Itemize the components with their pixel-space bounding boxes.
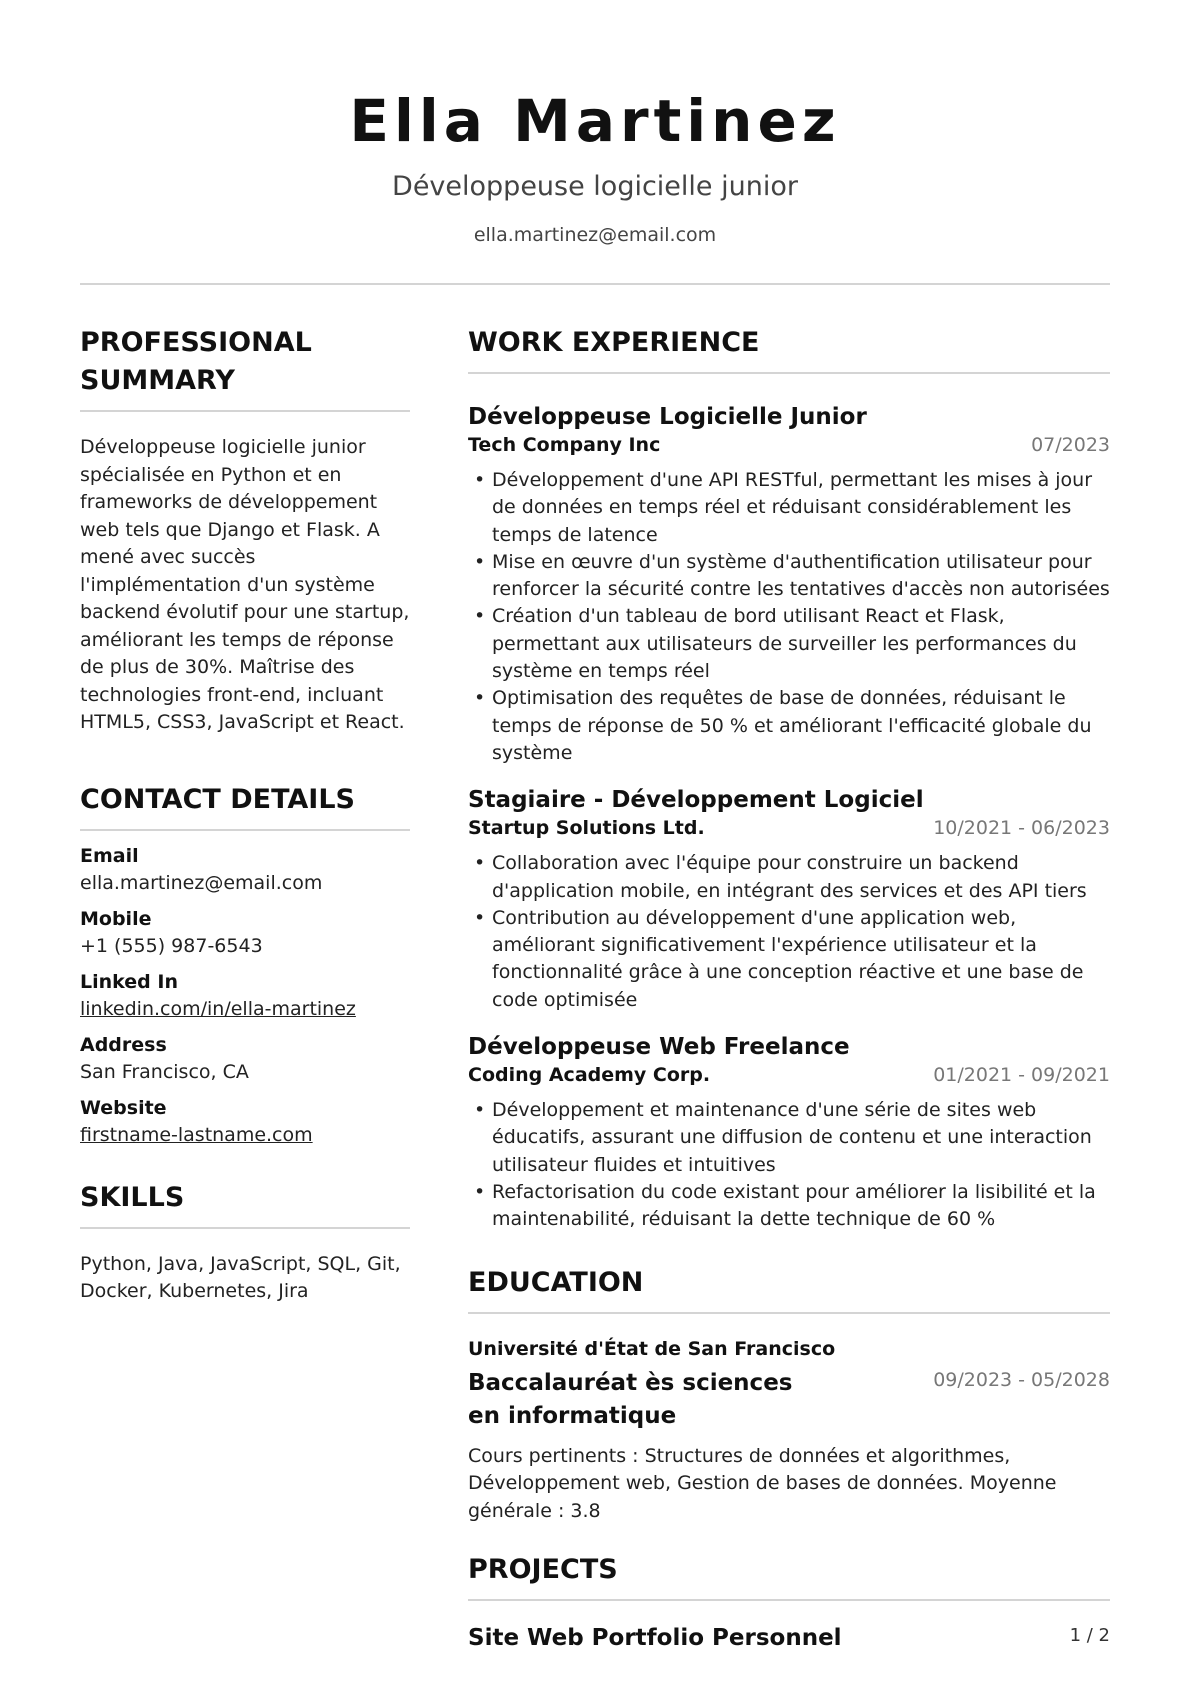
section-divider: [468, 1599, 1110, 1601]
section-divider: [80, 410, 410, 412]
job-entry: [468, 1032, 1110, 1233]
section-divider: [80, 1227, 410, 1229]
experience-heading: WORK EXPERIENCE: [468, 327, 760, 358]
education-description: Cours pertinents : Structures de données et algorithmes, Développement web, Gestion de bases de données. Moyenne générale : 3.8: [468, 1444, 1057, 1522]
education-dates: 09/2023 - 05/2028: [933, 1368, 1110, 1391]
education-section: [468, 1264, 1110, 1526]
project-title: Site Web Portfolio Personnel: [468, 1625, 842, 1652]
contact-label-mobile: Mobile: [80, 907, 152, 930]
job-dates: 01/2021 - 09/2021: [933, 1064, 1110, 1087]
contact-label-website: Website: [80, 1096, 167, 1119]
job-company: Tech Company Inc: [468, 434, 661, 456]
section-divider: [468, 372, 1110, 374]
linkedin-link[interactable]: linkedin.com/in/ella-martinez: [80, 997, 356, 1020]
job-meta: [468, 1062, 1110, 1089]
summary-text: Développeuse logicielle junior spécialisée en Python et en frameworks de développement web tels que Django et Flask. A mené avec succès l'implémentation d'un système backend évolutif pour une startup, améliorant les temps de réponse de plus de 30%. Maîtrise des technologies front-end, incluant HTML5, CSS3, JavaScript et React.: [80, 436, 410, 733]
job-bullets: [468, 467, 1110, 767]
header-divider: [80, 283, 1110, 285]
job-dates: 10/2021 - 06/2023: [933, 817, 1110, 840]
experience-section: [468, 324, 1110, 1234]
job-bullet: • Refactorisation du code existant pour améliorer la lisibilité et la maintenabilité, réduisant la dette technique de 60 %: [468, 1179, 1110, 1234]
header-email: ella.martinez@email.com: [473, 224, 717, 246]
left-column: [80, 324, 410, 1306]
education-degree: Baccalauréat ès sciences en informatique: [468, 1369, 793, 1429]
job-bullets: [468, 1097, 1110, 1233]
skills-section: [80, 1179, 410, 1306]
contact-heading: CONTACT DETAILS: [80, 783, 355, 815]
contact-label-email: Email: [80, 844, 139, 867]
section-divider: [80, 829, 410, 831]
job-meta: [468, 815, 1110, 842]
projects-section: [468, 1551, 1110, 1653]
website-link[interactable]: firstname-lastname.com: [80, 1123, 313, 1146]
job-dates: 07/2023: [1031, 434, 1110, 456]
job-title: Stagiaire - Développement Logiciel: [468, 787, 924, 814]
job-bullet: • Contribution au développement d'une application web, améliorant significativement l'expérience utilisateur et la fonctionnalité grâce à une conception réactive et une base de code optimisée: [468, 905, 1110, 1014]
job-entry: [468, 402, 1110, 767]
job-company: Startup Solutions Ltd.: [468, 817, 705, 840]
page-number: 1 / 2: [1069, 1625, 1110, 1646]
summary-section: [80, 324, 410, 737]
education-school: Université d'État de San Francisco: [468, 1337, 836, 1360]
contact-label-linkedin: Linked In: [80, 970, 178, 993]
resume-header: [80, 86, 1110, 248]
education-heading: EDUCATION: [468, 1266, 644, 1298]
contact-value-address: San Francisco, CA: [80, 1060, 249, 1083]
right-column: [468, 324, 1110, 1653]
job-bullet: • Collaboration avec l'équipe pour construire un backend d'application mobile, en intégrant des services et des API tiers: [468, 850, 1110, 905]
job-bullet: • Mise en œuvre d'un système d'authentification utilisateur pour renforcer la sécurité contre les tentatives d'accès non autorisées: [468, 549, 1110, 604]
skills-text: Python, Java, JavaScript, SQL, Git, Docker, Kubernetes, Jira: [80, 1252, 401, 1302]
job-entry: [468, 785, 1110, 1014]
job-title: Développeuse Logicielle Junior: [468, 404, 867, 430]
skills-heading: SKILLS: [80, 1181, 185, 1213]
candidate-title: Développeuse logicielle junior: [392, 171, 798, 202]
contact-value-mobile: +1 (555) 987-6543: [80, 934, 263, 957]
job-title: Développeuse Web Freelance: [468, 1034, 850, 1061]
job-bullet: • Création d'un tableau de bord utilisant React et Flask, permettant aux utilisateurs de surveiller les performances du système en temps réel: [468, 603, 1110, 685]
contact-label-address: Address: [80, 1033, 167, 1056]
job-meta: [468, 432, 1110, 459]
job-bullet: • Développement d'une API RESTful, permettant les mises à jour de données en temps réel et réduisant considérablement les temps de latence: [468, 467, 1110, 549]
section-divider: [468, 1312, 1110, 1314]
candidate-name: Ella Martinez: [349, 87, 841, 155]
summary-heading: PROFESSIONAL SUMMARY: [80, 327, 312, 396]
contact-list: [80, 843, 410, 1149]
job-bullet: • Optimisation des requêtes de base de données, réduisant le temps de réponse de 50 % et améliorant l'efficacité globale du système: [468, 685, 1110, 767]
education-meta: [468, 1367, 1110, 1433]
job-company: Coding Academy Corp.: [468, 1064, 711, 1087]
contact-section: [80, 781, 410, 1149]
job-bullet: • Développement et maintenance d'une série de sites web éducatifs, assurant une diffusion de contenu et une interaction utilisateur fluides et intuitives: [468, 1097, 1110, 1179]
contact-value-email: ella.martinez@email.com: [80, 871, 323, 894]
job-bullets: [468, 850, 1110, 1014]
projects-heading: PROJECTS: [468, 1554, 618, 1586]
